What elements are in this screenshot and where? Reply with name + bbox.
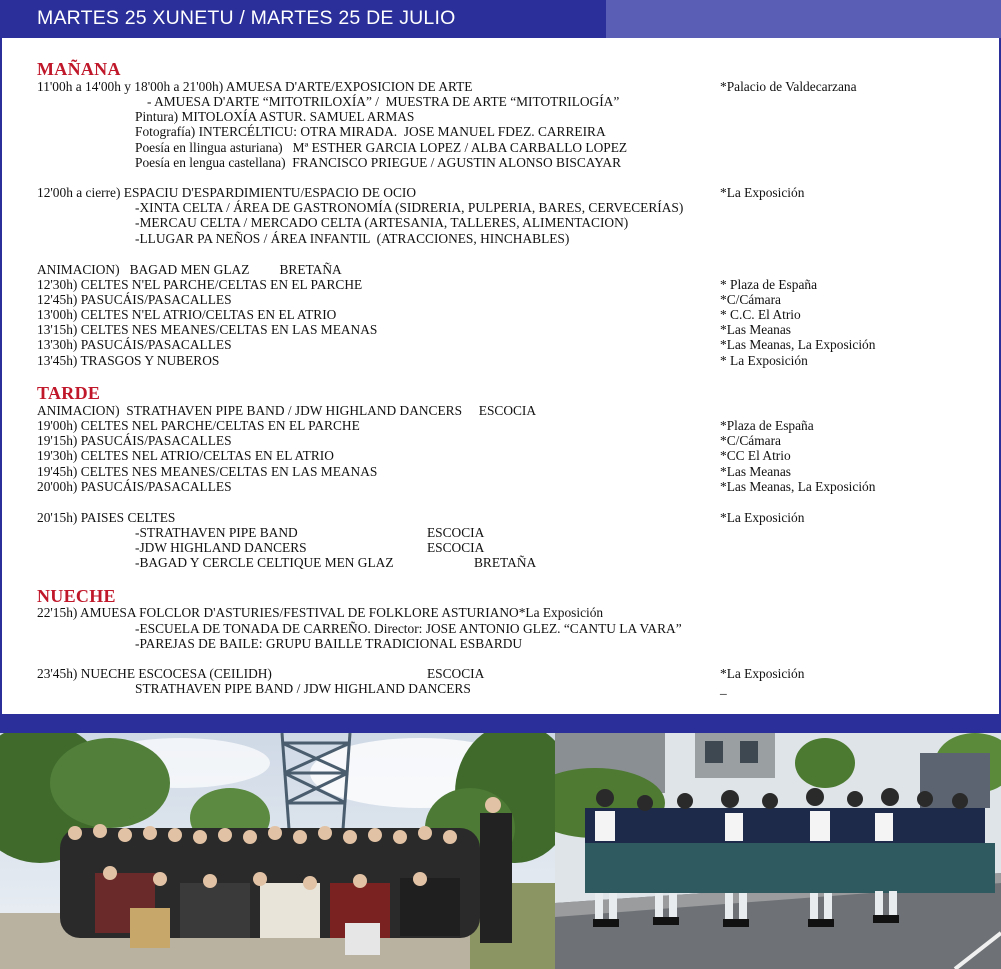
pipe-band-image <box>555 733 1001 969</box>
schedule-line: 13'00h) CELTES N'EL ATRIO/CELTAS EN EL ATRIO <box>37 307 337 322</box>
folk-group-photo <box>0 733 555 969</box>
schedule-line: 19'30h) CELTES NEL ATRIO/CELTAS EN EL ATRIO <box>37 448 334 463</box>
section-title-tarde: TARDE <box>37 383 101 403</box>
performer: -JDW HIGHLAND DANCERS <box>135 540 307 555</box>
performer: -STRATHAVEN PIPE BAND <box>135 525 298 540</box>
folk-group-image <box>0 733 555 969</box>
location: *La Exposición <box>720 185 805 200</box>
location: *C/Cámara <box>720 292 781 307</box>
schedule-line: STRATHAVEN PIPE BAND / JDW HIGHLAND DANCERS <box>135 681 471 696</box>
schedule-line: -ESCUELA DE TONADA DE CARREÑO. Director: JOSE ANTONIO GLEZ. “CANTU LA VARA” <box>135 621 682 636</box>
section-title-manana: MAÑANA <box>37 59 121 79</box>
location: * Plaza de España <box>720 277 818 292</box>
header-bar <box>0 0 1001 38</box>
schedule-line: 13'45h) TRASGOS Y NUBEROS <box>37 353 220 368</box>
schedule-line: 19'00h) CELTES NEL PARCHE/CELTAS EN EL PARCHE <box>37 418 360 433</box>
schedule-line: 13'30h) PASUCÁIS/PASACALLES <box>37 337 232 352</box>
schedule-line: -LLUGAR PA NEÑOS / ÁREA INFANTIL (ATRACCIONES, HINCHABLES) <box>135 231 570 246</box>
location: _ <box>720 681 727 696</box>
schedule-line: -MERCAU CELTA / MERCADO CELTA (ARTESANIA, TALLERES, ALIMENTACION) <box>135 215 629 230</box>
location: *Las Meanas, La Exposición <box>720 337 876 352</box>
schedule-line: 13'15h) CELTES NES MEANES/CELTAS EN LAS MEANAS <box>37 322 378 337</box>
performer: -BAGAD Y CERCLE CELTIQUE MEN GLAZ <box>135 555 394 570</box>
schedule-line: 20'15h) PAISES CELTES <box>37 510 176 525</box>
schedule-line: Poesía en lengua castellana) FRANCISCO PRIEGUE / AGUSTIN ALONSO BISCAYAR <box>135 155 622 170</box>
location: *Las Meanas <box>720 322 792 337</box>
location: * C.C. El Atrio <box>720 307 801 322</box>
schedule-line: -XINTA CELTA / ÁREA DE GASTRONOMÍA (SIDRERIA, PULPERIA, BARES, CERVECERÍAS) <box>135 200 684 215</box>
schedule-line: 19'15h) PASUCÁIS/PASACALLES <box>37 433 232 448</box>
schedule-line: Pintura) MITOLOXÍA ASTUR. SAMUEL ARMAS <box>135 109 415 124</box>
pipe-band-photo <box>555 733 1001 969</box>
schedule-line: 23'45h) NUECHE ESCOCESA (CEILIDH) <box>37 666 272 681</box>
schedule-line: ANIMACION) STRATHAVEN PIPE BAND / JDW HIGHLAND DANCERS ESCOCIA <box>37 403 537 418</box>
schedule-line: 11'00h a 14'00h y 18'00h a 21'00h) AMUESA D'ARTE/EXPOSICION DE ARTE <box>37 79 473 94</box>
schedule-line: 20'00h) PASUCÁIS/PASACALLES <box>37 479 232 494</box>
location: *Las Meanas, La Exposición <box>720 479 876 494</box>
schedule-line: 22'15h) AMUESA FOLCLOR D'ASTURIES/FESTIVAL DE FOLKLORE ASTURIANO*La Exposición <box>37 605 604 620</box>
location: *Palacio de Valdecarzana <box>720 79 857 94</box>
bottom-band <box>0 714 1001 733</box>
location: *Las Meanas <box>720 464 792 479</box>
schedule-line: - AMUESA D'ARTE “MITOTRILOXÍA” / MUESTRA DE ARTE “MITOTRILOGÍA” <box>147 94 620 109</box>
schedule-line: 12'45h) PASUCÁIS/PASACALLES <box>37 292 232 307</box>
page-title: MARTES 25 XUNETU / MARTES 25 DE JULIO <box>37 7 456 29</box>
schedule-line: 12'00h a cierre) ESPACIU D'ESPARDIMIENTU/ESPACIO DE OCIO <box>37 185 417 200</box>
schedule-line: Poesía en llingua asturiana) Mª ESTHER GARCIA LOPEZ / ALBA CARBALLO LOPEZ <box>135 140 628 155</box>
location: *Plaza de España <box>720 418 814 433</box>
schedule-line: -PAREJAS DE BAILE: GRUPU BAILLE TRADICIONAL ESBARDU <box>135 636 523 651</box>
country: ESCOCIA <box>427 540 485 555</box>
location: *La Exposición <box>720 666 805 681</box>
country: ESCOCIA <box>427 666 485 681</box>
schedule-line: Fotografía) INTERCÉLTICU: OTRA MIRADA. JOSE MANUEL FDEZ. CARREIRA <box>135 124 606 139</box>
location: *CC El Atrio <box>720 448 791 463</box>
schedule-line: ANIMACION) BAGAD MEN GLAZ BRETAÑA <box>37 262 342 277</box>
location: *C/Cámara <box>720 433 781 448</box>
location: * La Exposición <box>720 353 808 368</box>
location: *La Exposición <box>720 510 805 525</box>
schedule-line: 12'30h) CELTES N'EL PARCHE/CELTAS EN EL PARCHE <box>37 277 363 292</box>
country: ESCOCIA <box>427 525 485 540</box>
schedule-line: 19'45h) CELTES NES MEANES/CELTAS EN LAS MEANAS <box>37 464 378 479</box>
section-title-nueche: NUECHE <box>37 586 116 606</box>
country: BRETAÑA <box>474 555 537 570</box>
